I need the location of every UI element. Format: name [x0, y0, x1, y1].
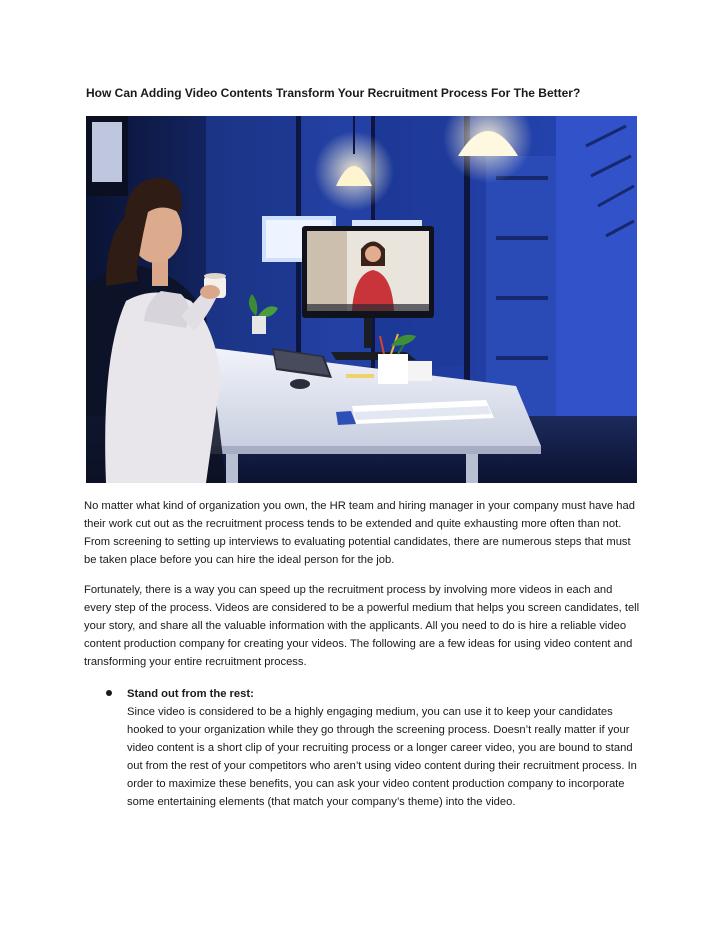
article-photo	[86, 116, 637, 483]
paragraph-intro: No matter what kind of organization you own, the HR team and hiring manager in your company must have had their work cut out as the recruitment process tends to be extended and quite exhausting more often than not. From screening to setting up interviews to evaluating potential candidates, there are numerous steps that must be taken place before you can hire the ideal person for the job.	[84, 500, 635, 567]
article-title: How Can Adding Video Contents Transform Your Recruitment Process For The Better?	[86, 86, 581, 100]
paragraph-solution: Fortunately, there is a way you can speed up the recruitment process by involving more videos in each and every step of the process. Videos are considered to be a powerful medium that helps you screen candidates, tell your story, and share all the valuable information with the applicants. All you need to do is hire a reliable video content production company for creating your videos. The following are a few ideas for using video content and transforming your entire recruitment process.	[84, 584, 640, 669]
bullet-text: Since video is considered to be a highly engaging medium, you can use it to keep your candidates hooked to your organization while they go through the screening process. Doesn’t really matter if your video content is a short clip of your recruiting process or a longer career video, you are bound to stand out from the rest of your competitors who aren’t using video content during their recruitment process. In order to maximize these benefits, you can ask your video content production company to incorporate some entertaining elements (that match your company’s theme) into the video.	[127, 706, 637, 809]
office-video-call-illustration	[86, 116, 637, 483]
bullet-dot-icon	[106, 690, 112, 696]
bullet-heading: Stand out from the rest:	[127, 688, 254, 700]
